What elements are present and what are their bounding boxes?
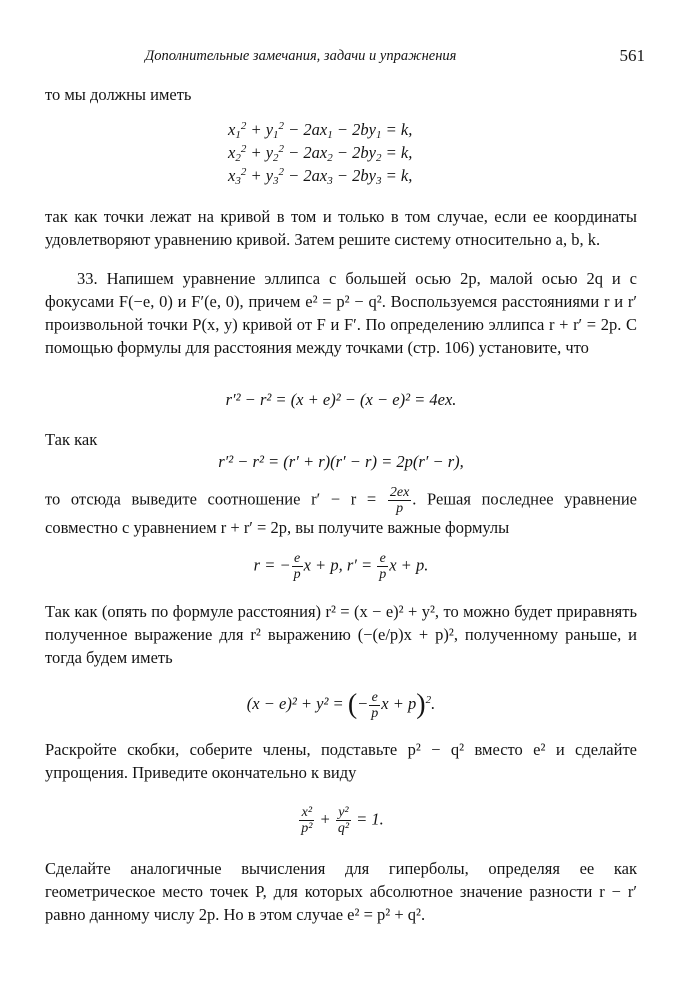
equation-distance-difference: r′² − r² = (x + e)² − (x − e)² = 4ex. — [225, 390, 457, 409]
paragraph-simplify: Раскройте скобки, соберите члены, подставьте p² − q² вместо e² и сделайте упрощения. Приведите окончательно к виду — [45, 740, 637, 782]
system-row: $x_2^2 + y_2^2 - 2ax_2 - 2by_2 = k$, — [228, 143, 413, 164]
equation-ellipse-canonical: $\frac{\text{x²}}{\text{p²}}$ + $\frac{\text{y²}}{\text{q²}}$ = 1. — [301, 805, 384, 836]
fraction-e-over-p: $\frac{e}{p}$ — [379, 551, 387, 582]
page-header — [45, 46, 645, 70]
paragraph-distance-formula: Так как (опять по формуле расстояния) r² = (x − e)² + y², то можно будет приравнять полученное выражение для r² выражению (−(e/p)x + p)², полученному раньше, и тогда будем иметь — [45, 602, 637, 667]
fraction-x2-over-p2: $\frac{\text{x²}}{\text{p²}}$ — [301, 805, 313, 836]
paragraph-hyperbola: Сделайте аналогичные вычисления для гиперболы, определяя ее как геометрическое место точек P, для которых абсолютное значение разности r − r′ равно данному числу 2p. Но в этом случае e² = p² + q². — [45, 859, 637, 924]
equation-factorization: r′² − r² = (r′ + r)(r′ − r) = 2p(r′ − r), — [218, 452, 464, 471]
equation-system — [228, 118, 412, 187]
system-row: $x_1^2 + y_1^2 - 2ax_1 - 2by_1 = k$, — [228, 120, 413, 141]
paragraph-derive-relation: то отсюда выведите соотношение r′ − r = $\frac{2ex}{p}$ . Решая последнее уравнение совместно с уравнением r + r′ = 2p, вы получите важные формулы — [45, 485, 638, 537]
paragraph-points-on-curve: так как точки лежат на кривой в том и только в том случае, если ее координаты удовлетворяют уравнению кривой. Затем решите систему относительно a, b, k. — [45, 207, 637, 249]
equation-focal-radii: r = − $\frac{e}{p}$ x + p, r′ = $\frac{e}{p}$ x + p. — [253, 551, 429, 582]
text-tak-kak: Так как — [45, 430, 98, 449]
fraction-y2-over-q2: $\frac{\text{y²}}{\text{q²}}$ — [337, 805, 350, 836]
fraction-e-over-p: $\frac{e}{p}$ — [371, 689, 379, 721]
system-row: $x_3^2 + y_3^2 - 2ax_3 - 2by_3 = k$, — [228, 166, 413, 187]
running-title: Дополнительные замечания, задачи и упражнения — [145, 48, 457, 64]
fraction-2ex-over-p: $\frac{2ex}{p}$ — [389, 485, 410, 516]
equation-substituted: (x − e)² + y² = (− $\frac{e}{p}$ x + p)$^2$. — [246, 689, 436, 721]
page-number: 561 — [619, 46, 645, 65]
intro-line: то мы должны иметь — [45, 85, 192, 104]
paragraph-problem-33: 33. Напишем уравнение эллипса с большей осью 2p, малой осью 2q и с фокусами F(−e, 0) и F′(e, 0), причем e² = p² − q². Воспользуемся расстояниями r и r′ произвольной точки P(x, y) кривой от F и F′. По определению эллипса r + r′ = 2p. С помощью формулы для расстояния между точками (стр. 106) установите, что — [45, 269, 637, 357]
fraction-e-over-p: $\frac{e}{p}$ — [293, 551, 301, 582]
